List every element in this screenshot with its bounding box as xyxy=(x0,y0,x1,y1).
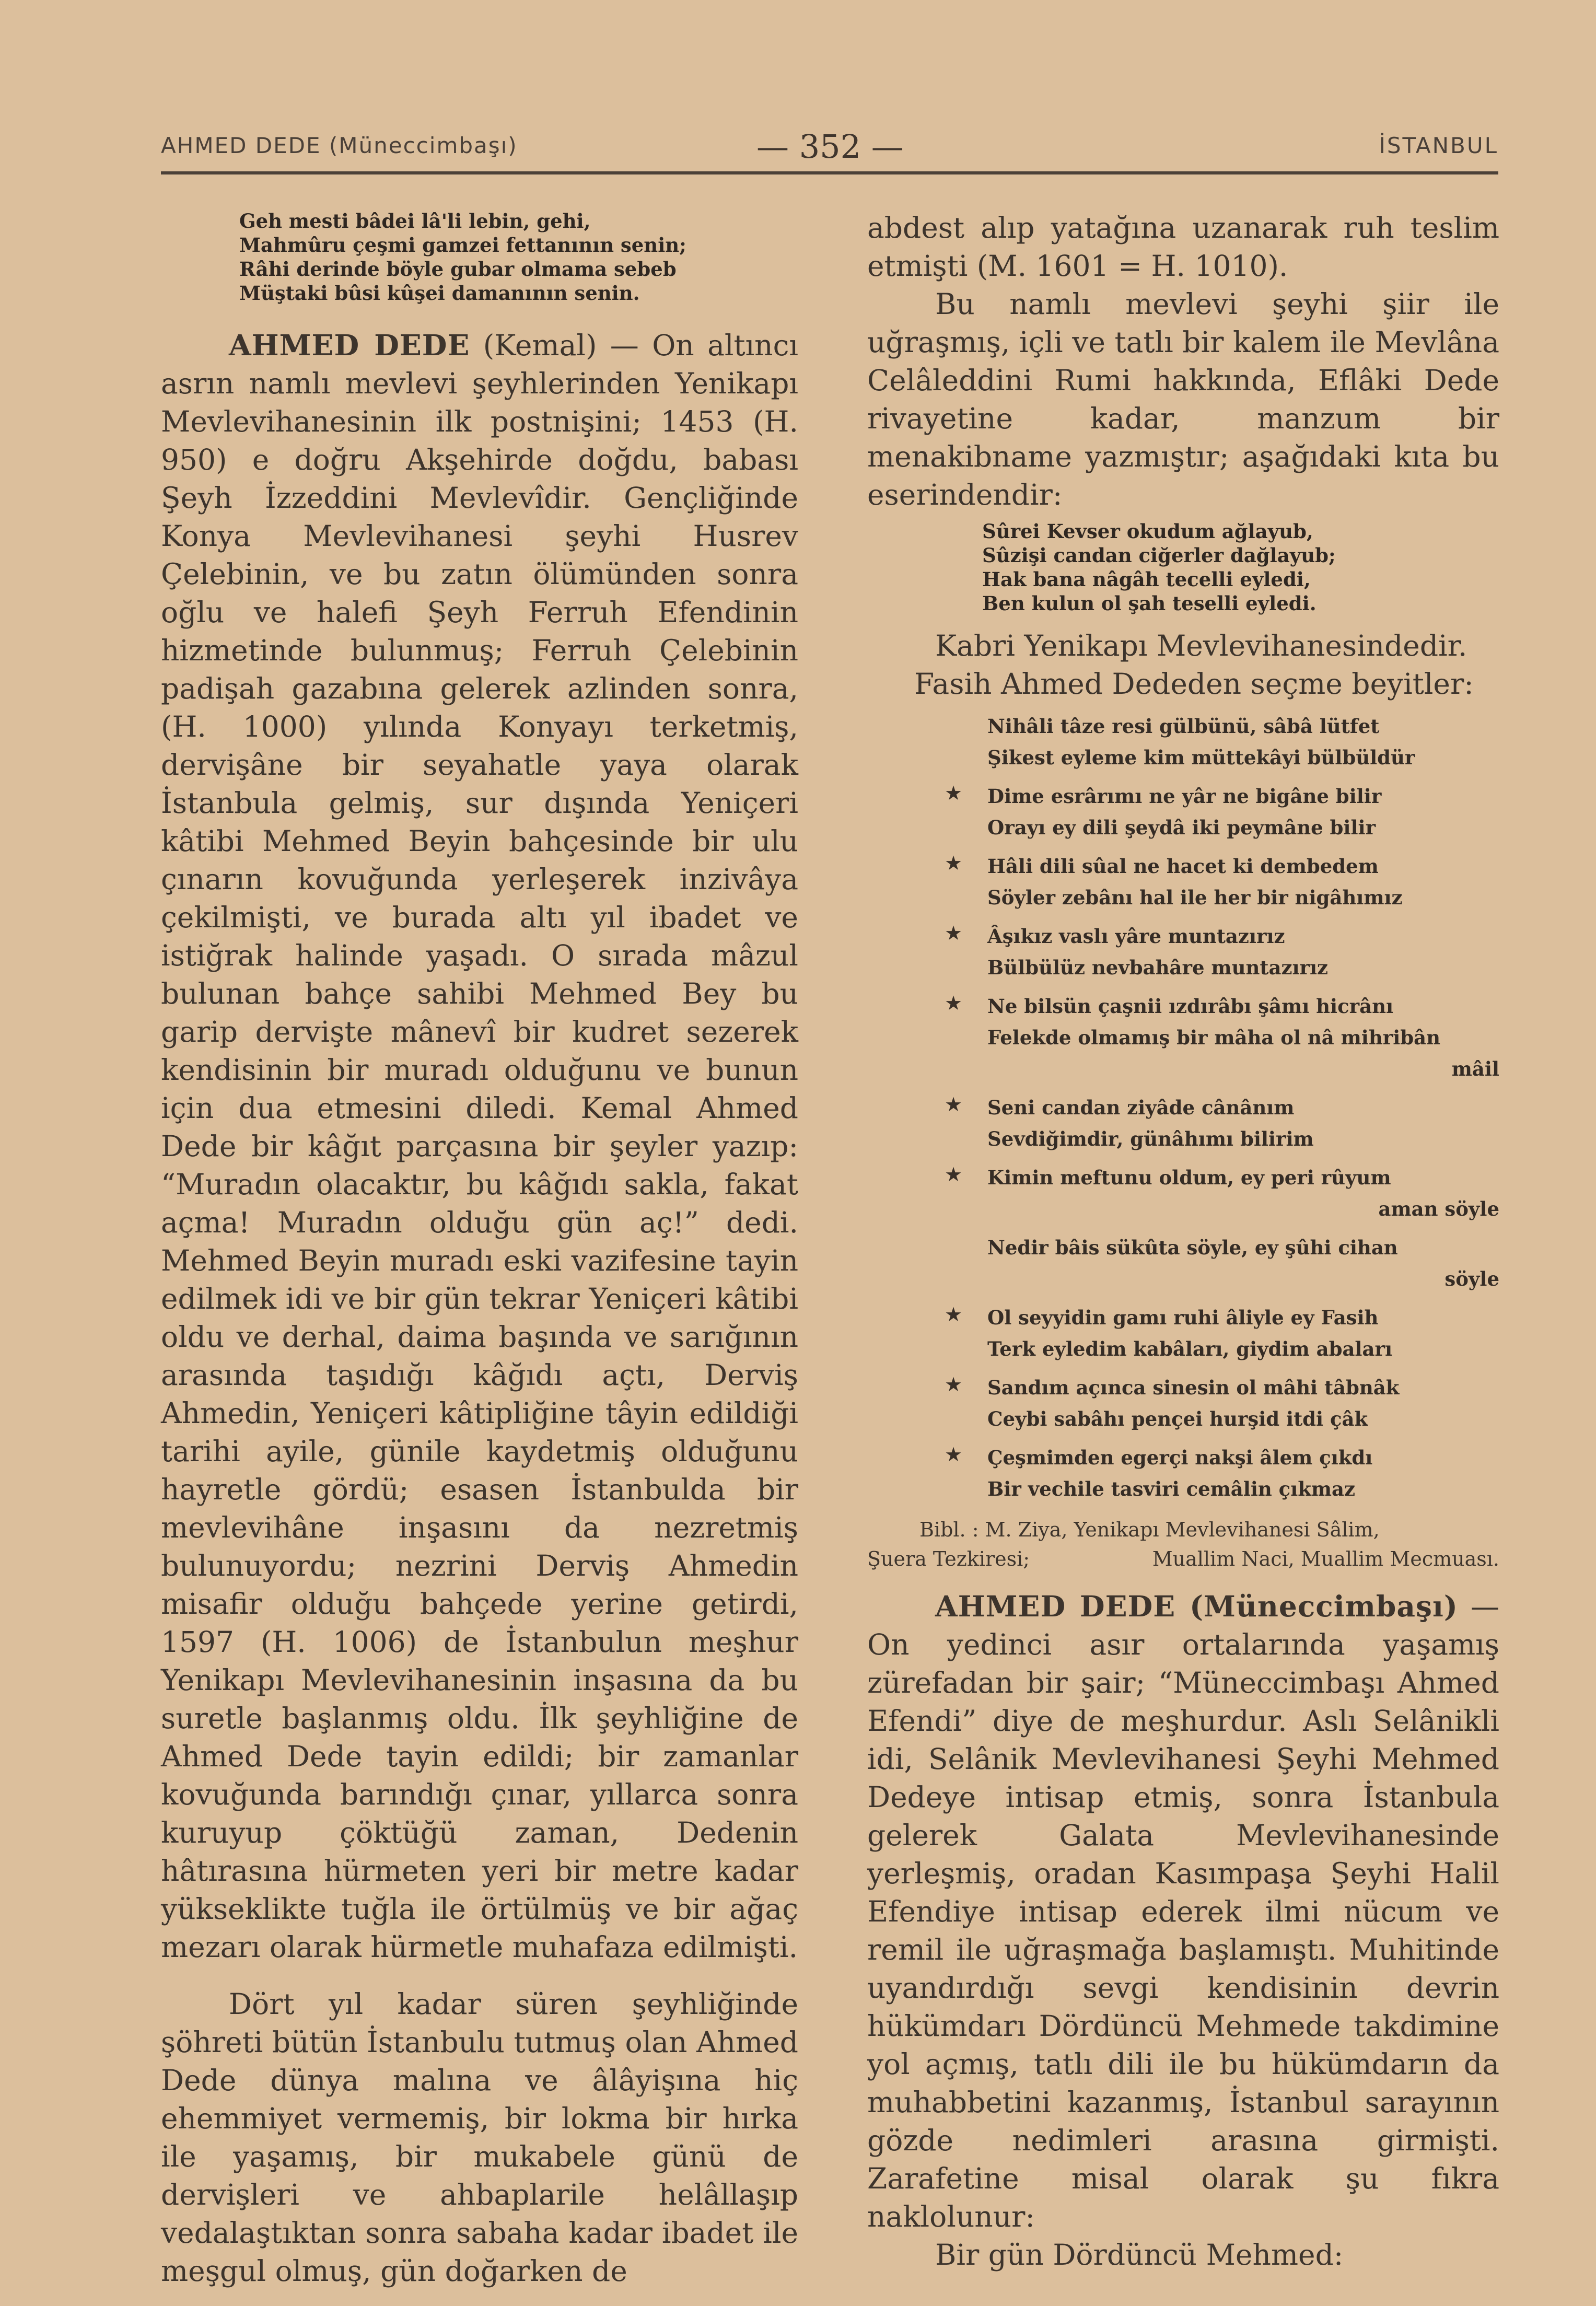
right-column xyxy=(867,209,1499,2274)
couplet-line: Hâli dili sûal ne hacet ki dembedem xyxy=(987,855,1379,878)
entry-title-muneccimbasi: AHMED DEDE (Müneccimbaşı) xyxy=(935,1589,1458,1623)
verse-block-right xyxy=(867,519,1499,615)
couplet-line: Seni candan ziyâde cânânım xyxy=(987,1096,1295,1119)
entry-paragraph-muneccimbasi xyxy=(867,1587,1499,2236)
verse-line: Geh mesti bâdei lâ'li lebin, gehi, xyxy=(239,209,591,232)
star-icon: ★ xyxy=(945,1093,963,1116)
page-header xyxy=(161,127,1498,174)
entry-paragraph-kemal xyxy=(161,326,798,1966)
couplet-line: Sandım açınca sinesin ol mâhi tâbnâk xyxy=(987,1376,1400,1399)
left-column xyxy=(161,209,798,2290)
star-icon: ★ xyxy=(945,992,963,1015)
bibliography-line: Bibl. : M. Ziya, Yenikapı Mevlevihanesi Sâlim, xyxy=(919,1518,1380,1541)
couplet-line: Sevdiğimdir, günâhımı bilirim xyxy=(987,1127,1314,1150)
star-icon: ★ xyxy=(945,1163,963,1186)
couplet xyxy=(867,711,1499,773)
couplet-line: Bülbülüz nevbahâre muntazırız xyxy=(987,956,1329,979)
star-icon: ★ xyxy=(945,1303,963,1326)
star-icon: ★ xyxy=(945,1373,963,1396)
paragraph-last: Bir gün Dördüncü Mehmed: xyxy=(935,2238,1344,2272)
paragraph-poetry: Bu namlı mevlevi şeyhi şiir ile uğraşmış, içli ve tatlı bir kalem ile Mevlâna Celâleddini Rumi hakkında, Eflâki Dede rivayetine kadar, manzum bir menakibname yazmıştır; aşağıdaki kıta bu eserindendir: xyxy=(867,287,1499,511)
verse-line: Mahmûru çeşmi gamzei fettanının senin; xyxy=(239,234,686,257)
couplet-line: Söyler zebânı hal ile her bir nigâhımız xyxy=(987,886,1403,909)
couplet xyxy=(867,991,1499,1085)
star-icon: ★ xyxy=(945,1443,963,1466)
couplet xyxy=(867,1162,1499,1225)
running-head-left: AHMED DEDE (Müneccimbaşı) xyxy=(161,133,518,158)
couplet-line: Terk eyledim kabâları, giydim abaları xyxy=(987,1337,1393,1360)
couplet-line: Şikest eyleme kim müttekâyi bülbüldür xyxy=(987,746,1415,769)
star-icon: ★ xyxy=(945,922,963,945)
bibliography-item: Şuera Tezkiresi; xyxy=(867,1547,1030,1570)
verse-line: Ben kulun ol şah teselli eyledi. xyxy=(982,592,1317,615)
couplet-line: Ne bilsün çaşnii ızdırâbı şâmı hicrânı xyxy=(987,995,1394,1018)
couplet-line: Orayı ey dili şeydâ iki peymâne bilir xyxy=(987,816,1376,839)
couplet xyxy=(867,781,1499,843)
bibliography-item: Muallim Naci, Muallim Mecmuası. xyxy=(1152,1547,1499,1570)
verse-line: Hak bana nâgâh tecelli eyledi, xyxy=(982,568,1311,591)
selection-heading: Fasih Ahmed Dededen seçme beyitler: xyxy=(914,667,1474,701)
verse-block-left xyxy=(161,209,798,305)
couplet-list xyxy=(867,711,1499,1505)
star-icon: ★ xyxy=(945,782,963,805)
entry-body-muneccimbasi: — On yedinci asır ortalarında yaşamış zürefadan bir şair; “Müneccimbaşı Ahmed Efendi” diye de meşhurdur. Aslı Selânikli idi, Selânik Mevlevihanesi Şeyhi Mehmed Dedeye intisap etmiş, sonra İstanbula gelerek Galata Mevlevihanesinde yerleşmiş, oradan Kasımpaşa Şeyhi Halil Efendiye intisap ederek ilmi nücum ve remil ile uğraşmağa başlamıştı. Muhitinde uyandırdığı sevgi kendisinin devrin hükümdarı Dördüncü Mehmede takdimine yol açmış, tatlı dili ile bu hükümdarın da muhabbetini kazanmış, İstanbul sarayının gözde nedimleri arasına girmişti. Zarafetine misal olarak şu fıkra naklolunur: xyxy=(867,1590,1499,2233)
page-number: — 352 — xyxy=(756,127,904,166)
couplet xyxy=(867,1442,1499,1505)
verse-line: Sûrei Kevser okudum ağlayub, xyxy=(982,520,1313,543)
couplet-line: Ceybi sabâhı pençei hurşid itdi çâk xyxy=(987,1407,1368,1430)
verse-line: Sûzişi candan ciğerler dağlayub; xyxy=(982,544,1336,567)
running-head-right: İSTANBUL xyxy=(1379,133,1498,158)
tomb-line: Kabri Yenikapı Mevlevihanesindedir. xyxy=(935,629,1467,662)
bibliography-line xyxy=(867,1544,1499,1574)
couplet xyxy=(867,851,1499,913)
verse-line: Râhi derinde böyle gubar olmama sebeb xyxy=(239,258,677,281)
couplet-line: Felekde olmamış bir mâha ol nâ mihribân xyxy=(987,1026,1441,1049)
couplet-line: Dime esrârımı ne yâr ne bigâne bilir xyxy=(987,785,1382,808)
couplet xyxy=(867,921,1499,983)
couplet-line-end: mâil xyxy=(1451,1057,1499,1080)
couplet-line: Âşıkız vaslı yâre muntazırız xyxy=(987,925,1285,948)
star-icon: ★ xyxy=(945,852,963,875)
couplet-line: Nedir bâis sükûta söyle, ey şûhi cihan xyxy=(987,1236,1398,1259)
entry-body-kemal: (Kemal) — On altıncı asrın namlı mevlevi şeyhlerinden Yenikapı Mevlevihanesinin ilk postnişini; 1453 (H. 950) e doğru Akşehirde doğdu, babası Şeyh İzzeddini Mevlevîdir. Gençliğinde Konya Mevlevihanesi şeyhi Husrev Çelebinin, ve bu zatın ölümünden sonra oğlu ve halefi Şeyh Ferruh Efendinin hizmetinde bulunmuş; Ferruh Çelebinin padişah gazabına gelerek azlinden sonra, (H. 1000) yılında Konyayı terketmiş, dervişâne bir seyahatle yaya olarak İstanbula gelmiş, sur dışında Yeniçeri kâtibi Mehmed Beyin bahçesinde bir ulu çınarın kovuğunda yerleşerek inzivâya çekilmişti, ve burada altı yıl ibadet ve istiğrak halinde yaşadı. O sırada mâzul bulunan bahçe sahibi Mehmed Bey bu garip dervişte mânevî bir kudret sezerek kendisinin bir muradı olduğunu ve bunun için dua etmesini diledi. Kemal Ahmed Dede bir kâğıt parçasına bir şeyler yazıp: “Muradın olacaktır, bu kâğıdı sakla, fakat açma! Muradın olduğu gün aç!” dedi. Mehmed Beyin muradı eski vazifesine tayin edilmek idi ve bir gün tekrar Yeniçeri kâtibi oldu ve derhal, daima başında ve sarığının arasında taşıdığı kâğıdı açtı, Derviş Ahmedin, Yeniçeri kâtipliğine tâyin edildiği tarihi ayile, günile kaydetmiş olduğunu hayretle gördü; esasen İstanbulda bir mevlevihâne inşasını da nezretmiş bulunuyordu; nezrini Derviş Ahmedin misafir olduğu bahçede yerine getirdi, 1597 (H. 1006) de İstanbulun meşhur Yenikapı Mevlevihanesinin inşasına da bu suretle başlanmış oldu. İlk şeyhliğine de Ahmed Dede tayin edildi; bir zamanlar kovuğunda barındığı çınar, yıllarca sonra kuruyup çöktüğü zaman, Dedenin hâtırasına hürmeten yeri bir metre kadar yükseklikte tuğla ile örtülmüş ve bir ağaç mezarı olarak hürmetle muhafaza edilmişti. xyxy=(161,329,798,1964)
couplet-line: Bir vechile tasviri cemâlin çıkmaz xyxy=(987,1477,1356,1500)
couplet-line: Ol seyyidin gamı ruhi âliyle ey Fasih xyxy=(987,1306,1379,1329)
couplet-line: Çeşmimden egerçi nakşi âlem çıkdı xyxy=(987,1446,1373,1469)
couplet-line-end: aman söyle xyxy=(1378,1197,1499,1220)
couplet xyxy=(867,1092,1499,1155)
paragraph-death: Dört yıl kadar süren şeyhliğinde şöhreti bütün İstanbulu tutmuş olan Ahmed Dede dünya malına ve âlâyişına hiç ehemmiyet vermemiş, bir lokma bir hırka ile yaşamış, bir mukabele günü de dervişleri ve ahbaplarile helâllaşıp vedalaştıktan sonra sabaha kadar ibadet ile meşgul olmuş, gün doğarken de xyxy=(161,1987,798,2288)
couplet-line: Nihâli tâze resi gülbünü, sâbâ lütfet xyxy=(987,715,1380,738)
paragraph-continuation: abdest alıp yatağına uzanarak ruh teslim etmişti (M. 1601 = H. 1010). xyxy=(867,211,1499,283)
entry-title-kemal: AHMED DEDE xyxy=(229,328,470,362)
couplet-line: Kimin meftunu oldum, ey peri rûyum xyxy=(987,1166,1391,1189)
couplet-line-end: söyle xyxy=(1444,1267,1499,1290)
bibliography xyxy=(867,1515,1499,1574)
verse-line: Müştaki bûsi kûşei damanının senin. xyxy=(239,282,640,305)
couplet xyxy=(867,1232,1499,1295)
couplet xyxy=(867,1302,1499,1365)
couplet xyxy=(867,1372,1499,1435)
